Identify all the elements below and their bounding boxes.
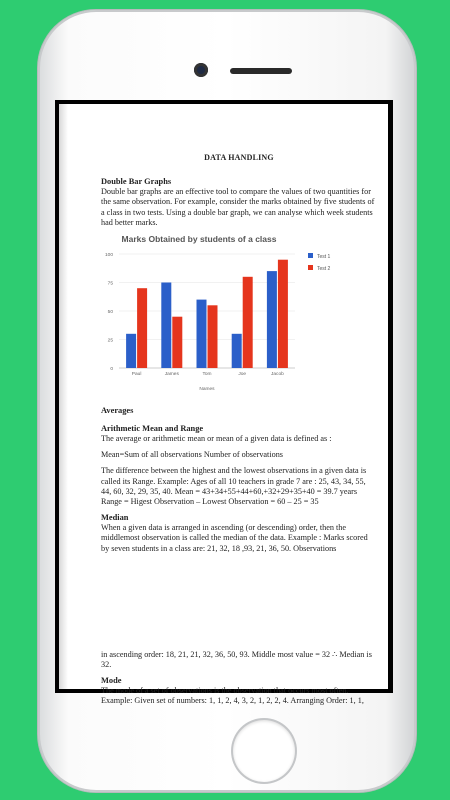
- legend-label: Test 1: [317, 254, 331, 261]
- double-bar-chart: [99, 234, 377, 400]
- y-tick-label: 50: [107, 310, 113, 316]
- bar-test-2: [208, 305, 218, 368]
- paragraph-double-bar: Double bar graphs are an effective tool to compare the values of two quantities for the same observation. For example, consider the marks obtained by five students of a class in two tests. Using a double bar graph, we can analyse which week students had better marks.: [101, 187, 375, 227]
- paragraph-range: The difference between the highest and the lowest observations in a given data is called its Range. Example: Ages of all 10 teachers in grade 7 are : 25, 43, 34, 55, 44, 60, 32, 29, 35, 40. Mean = 43+34+55+44+60,+32+29+35+40 = 39.7 years Range = Higest Observation – Lowest Observation = 60 – 25 = 35: [101, 466, 367, 507]
- document-page[interactable]: [59, 104, 388, 706]
- legend-swatch: [308, 253, 313, 258]
- y-tick-label: 25: [107, 338, 113, 344]
- y-tick-label: 100: [104, 253, 113, 259]
- y-tick-label: 75: [107, 281, 113, 287]
- bar-test-2: [243, 277, 253, 368]
- phone-screen: [55, 100, 393, 706]
- bar-test-1: [126, 334, 136, 368]
- bar-test-1: [197, 300, 207, 368]
- document-content: [101, 104, 377, 713]
- home-button[interactable]: [233, 720, 295, 782]
- x-axis-label: Names: [199, 387, 215, 393]
- paragraph-mode: The mode of a set of observations is the observation that occurs most often. Example: Given set of numbers: 1, 1, 2, 4, 3, 2, 1, 2, 2, 4. Arranging Order: 1, 1,: [101, 686, 364, 706]
- y-tick-label: 0: [110, 367, 113, 373]
- section-heading-median: Median: [101, 513, 129, 523]
- bar-test-1: [232, 334, 242, 368]
- section-heading-mean-range: Arithmetic Mean and Range: [101, 424, 204, 434]
- front-camera: [194, 63, 208, 77]
- paragraph-mean-formula: Mean=Sum of all observations Number of observations: [101, 450, 283, 460]
- earpiece-speaker: [230, 68, 292, 74]
- x-tick-label: Jacob: [270, 372, 284, 378]
- legend-swatch: [308, 265, 313, 270]
- page-edge-shadow: [59, 104, 68, 689]
- bar-test-2: [137, 288, 147, 368]
- bar-test-2: [172, 317, 182, 368]
- x-tick-label: James: [164, 372, 179, 378]
- x-tick-label: Tom: [202, 372, 212, 378]
- section-heading-mode: Mode: [101, 676, 122, 686]
- section-heading-double-bar: Double Bar Graphs: [101, 177, 172, 187]
- bar-test-1: [267, 271, 277, 368]
- page-title: DATA HANDLING: [204, 153, 274, 162]
- page-break-gap: [101, 560, 377, 650]
- chart-title: Marks Obtained by students of a class: [121, 234, 277, 245]
- legend-label: Test 2: [317, 266, 331, 273]
- chart-svg: [99, 234, 377, 400]
- x-tick-label: Joe: [238, 372, 247, 378]
- paragraph-median: When a given data is arranged in ascending (or descending) order, then the middlemost observation is called the median of the data. Example : Marks scored by seven students in a class are: 21, 32, 18 ,93, 21, 36, 50. Observations: [101, 523, 368, 553]
- bar-test-2: [278, 260, 288, 368]
- paragraph-median-continued: in ascending order: 18, 21, 21, 32, 36, 50, 93. Middle most value = 32 ∴ Median is 32.: [101, 649, 372, 670]
- bar-test-1: [161, 283, 171, 369]
- section-heading-averages: Averages: [101, 406, 134, 416]
- paragraph-mean-definition: The average or arithmetic mean or mean of a given data is defined as :: [101, 434, 332, 444]
- x-tick-label: Paul: [131, 372, 142, 378]
